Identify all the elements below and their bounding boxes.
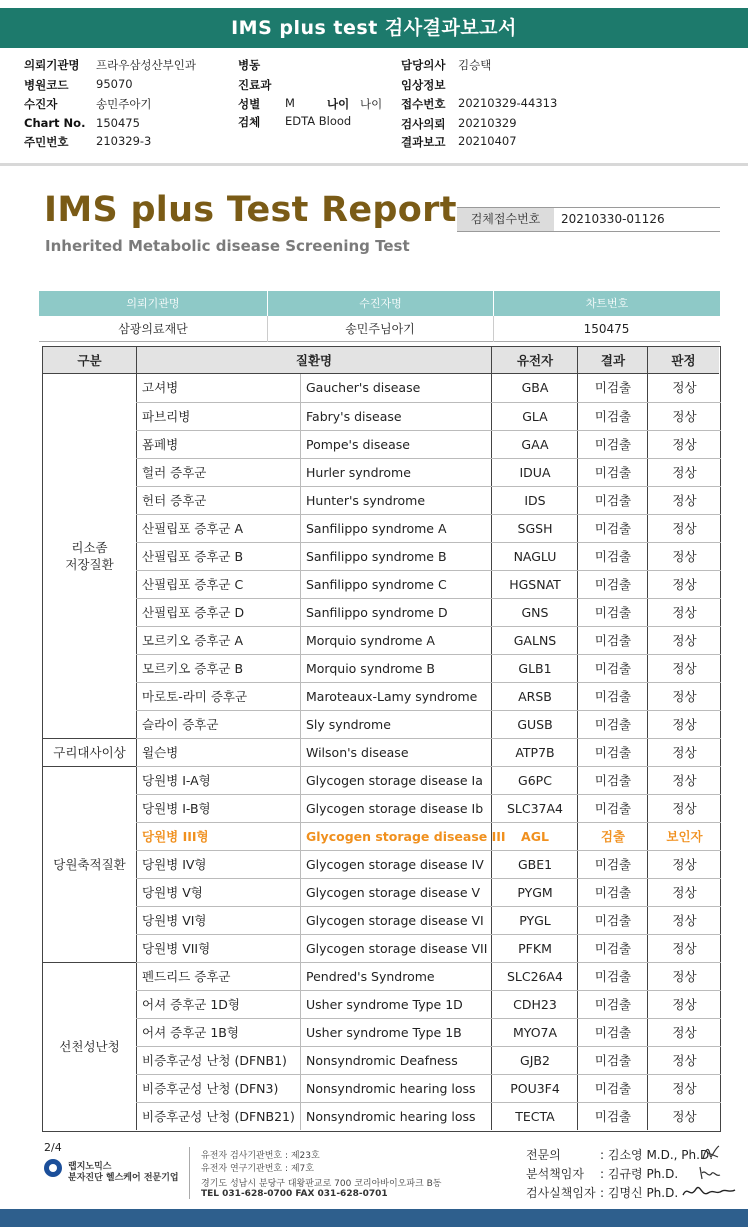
group-cell [43,374,136,738]
info-label: 결과보고 [401,135,446,149]
info-divider [0,163,748,166]
disease-name-kr: 당원병 VII형 [142,941,211,956]
table-row [136,794,721,822]
table-row [136,430,721,458]
judgement-cell: 정상 [672,885,697,900]
footer-divider [189,1147,190,1199]
judgement-cell: 정상 [672,801,697,816]
table-row [136,906,721,934]
client-header: 의뢰기관명 [39,291,267,316]
info-label: 병원코드 [24,78,69,92]
gene-cell: GBE1 [517,857,553,872]
info-value: 프라우삼성산부인과 [96,58,196,72]
disease-name-en: Morquio syndrome B [306,661,435,676]
info-label: 의뢰기관명 [24,58,80,72]
table-row [136,1018,721,1046]
disease-name-kr: 당원병 III형 [142,829,209,844]
result-cell: 미검출 [594,857,632,872]
disease-name-en: Usher syndrome Type 1B [306,1025,462,1040]
group-cell [43,962,136,1130]
gene-cell: AGL [521,829,549,844]
disease-name-kr: 폼페병 [142,437,179,452]
judgement-cell: 정상 [672,941,697,956]
company-tagline: 분자진단 헬스케어 전문기업 [68,1173,179,1183]
table-row [136,654,721,682]
gene-cell: PYGL [519,913,551,928]
table-row [136,822,721,850]
table-row [136,570,721,598]
lab-info-line: 경기도 성남시 분당구 대왕판교로 700 코리아바이오파크 B동 [201,1179,442,1189]
disease-name-en: Glycogen storage disease VII [306,941,488,956]
table-row [136,878,721,906]
disease-name-kr: 당원병 V형 [142,885,203,900]
client-divider [267,316,268,342]
table-row [136,402,721,430]
gene-cell: MYO7A [512,1025,558,1040]
result-cell: 미검출 [594,633,632,648]
report-heading: IMS plus Test Report [44,190,457,230]
disease-name-en: Morquio syndrome A [306,633,435,648]
info-label: 접수번호 [401,97,446,111]
result-cell: 미검출 [594,1109,632,1124]
receipt-number-label: 검체접수번호 [457,208,554,231]
judgement-cell: 정상 [672,437,697,452]
group-label: 선천성난청 [59,1039,120,1054]
disease-name-en: Sanfilippo syndrome B [306,549,447,564]
gene-cell: GBA [521,380,549,395]
info-label: 병동 [238,58,261,72]
table-row [136,542,721,570]
judgement-cell: 정상 [672,969,697,984]
table-row [136,374,721,402]
disease-name-en: Nonsyndromic hearing loss [306,1081,476,1096]
lab-info-line: 유전자 연구기관번호 : 제7호 [201,1164,314,1174]
info-value: 송민주아기 [96,97,152,111]
disease-name-en: Wilson's disease [306,745,409,760]
judgement-cell: 정상 [672,1081,697,1096]
judgement-cell: 보인자 [666,829,703,844]
disease-name-kr: 헐러 증후군 [142,465,207,480]
report-footer [0,1137,748,1207]
info-value: 95070 [96,77,133,91]
gene-cell: IDS [524,493,546,508]
gene-cell: PFKM [518,941,552,956]
judgement-cell: 정상 [672,493,697,508]
page-number: 2/4 [44,1141,62,1154]
gene-cell: POU3F4 [510,1081,560,1096]
result-cell: 미검출 [594,493,632,508]
disease-name-en: Glycogen storage disease Ib [306,801,484,816]
receipt-number-value: 20210330-01126 [561,212,665,226]
disease-name-en: Usher syndrome Type 1D [306,997,463,1012]
header-group: 구분 [77,353,102,368]
disease-name-kr: 파브리병 [142,409,191,424]
gene-cell: CDH23 [513,997,557,1012]
disease-name-en: Sanfilippo syndrome D [306,605,448,620]
signature-mark [680,1181,738,1201]
table-row [136,710,721,738]
disease-name-kr: 산필립포 증후군 A [142,521,244,536]
gene-cell: ATP7B [515,745,555,760]
gene-cell: GUSB [517,717,553,732]
gene-cell: GAA [521,437,549,452]
signer-role: 전문의 [526,1148,561,1162]
table-row [136,598,721,626]
disease-name-kr: 모르키오 증후군 B [142,661,244,676]
disease-name-kr: 당원병 I-B형 [142,801,211,816]
lab-info-line: TEL 031-628-0700 FAX 031-628-0701 [201,1189,388,1199]
header-gene: 유전자 [516,353,554,368]
disease-name-kr: 마로토-라미 증후군 [142,689,248,704]
info-value: 20210329 [458,116,517,130]
table-row [136,1074,721,1102]
info-label: 진료과 [238,78,272,92]
judgement-cell: 정상 [672,1053,697,1068]
info-value: 김승택 [458,58,492,72]
result-cell: 미검출 [594,941,632,956]
result-cell: 미검출 [594,465,632,480]
disease-name-kr: 어셔 증후군 1D형 [142,997,240,1012]
result-cell: 미검출 [594,577,632,592]
client-header: 차트번호 [493,291,720,316]
info-label: Chart No. [24,116,86,130]
info-value: 20210329-44313 [458,96,558,110]
disease-name-kr: 산필립포 증후군 C [142,577,244,592]
receipt-number-box [457,207,720,232]
judgement-cell: 정상 [672,605,697,620]
group-label: 리소좀 저장질환 [65,540,114,572]
disease-name-kr: 당원병 IV형 [142,857,207,872]
group-label: 구리대사이상 [53,745,126,760]
judgement-cell: 정상 [672,745,697,760]
result-cell: 미검출 [594,1025,632,1040]
judgement-cell: 정상 [672,1109,697,1124]
table-row [136,962,721,990]
disease-name-kr: 펜드리드 증후군 [142,969,231,984]
report-subheading: Inherited Metabolic disease Screening Test [45,237,410,255]
disease-name-kr: 비증후군성 난청 (DFN3) [142,1081,279,1096]
table-row [136,738,721,766]
result-cell: 미검출 [594,1081,632,1096]
table-row [136,1046,721,1074]
judgement-cell: 정상 [672,549,697,564]
group-cell [43,738,136,766]
disease-name-kr: 모르키오 증후군 A [142,633,244,648]
info-label: 주민번호 [24,135,69,149]
judgement-cell: 정상 [672,661,697,676]
disease-name-en: Glycogen storage disease IV [306,857,484,872]
table-row [136,934,721,962]
table-row [136,766,721,794]
disease-name-en: Pendred's Syndrome [306,969,435,984]
judgement-cell: 정상 [672,521,697,536]
table-row [136,626,721,654]
disease-name-en: Nonsyndromic Deafness [306,1053,458,1068]
signature-mark [696,1163,722,1183]
result-cell: 미검출 [594,380,632,395]
result-cell: 미검출 [594,689,632,704]
disease-name-en: Sanfilippo syndrome A [306,521,447,536]
gene-cell: PYGM [517,885,553,900]
judgement-cell: 정상 [672,717,697,732]
result-cell: 미검출 [594,605,632,620]
info-value: 20210407 [458,134,517,148]
disease-name-en: Maroteaux-Lamy syndrome [306,689,478,704]
result-cell: 미검출 [594,885,632,900]
disease-name-kr: 당원병 I-A형 [142,773,211,788]
gene-cell: SLC26A4 [506,969,564,984]
signer-role: 검사실책임자 [526,1186,596,1200]
result-cell: 미검출 [594,409,632,424]
patient-info [0,50,748,166]
disease-name-kr: 슬라이 증후군 [142,717,219,732]
gene-cell: GNS [521,605,549,620]
table-row [136,1102,721,1130]
result-cell: 미검출 [594,997,632,1012]
disease-name-en: Gaucher's disease [306,380,421,395]
judgement-cell: 정상 [672,380,697,395]
info-label: 성별 [238,97,261,111]
judgement-cell: 정상 [672,465,697,480]
table-row [136,990,721,1018]
table-row [136,850,721,878]
disease-name-en: Hurler syndrome [306,465,411,480]
result-cell: 미검출 [594,969,632,984]
report-title-bar: IMS plus test 검사결과보고서 [0,8,748,48]
client-divider [493,316,494,342]
client-value: 삼광의료재단 [39,316,267,342]
disease-name-kr: 헌터 증후군 [142,493,207,508]
judgement-cell: 정상 [672,773,697,788]
info-value: 210329-3 [96,134,152,148]
judgement-cell: 정상 [672,409,697,424]
info-label: 나이 [327,97,350,111]
signer-name: : 김명신 Ph.D. [600,1186,679,1200]
gene-cell: NAGLU [513,549,557,564]
result-cell: 미검출 [594,1053,632,1068]
table-row [136,682,721,710]
judgement-cell: 정상 [672,857,697,872]
info-value: M [285,96,295,110]
company-name: 랩지노믹스 [68,1162,112,1172]
signer-name: : 김규령 Ph.D. [600,1167,679,1181]
result-cell: 미검출 [594,661,632,676]
info-label: 임상정보 [401,78,446,92]
judgement-cell: 정상 [672,689,697,704]
gene-cell: GLA [522,409,548,424]
gene-cell: G6PC [518,773,552,788]
info-value: EDTA Blood [285,114,352,128]
result-table [42,346,721,1132]
group-label: 당원축적질환 [53,857,126,872]
result-cell: 미검출 [594,745,632,760]
judgement-cell: 정상 [672,577,697,592]
disease-name-en: Fabry's disease [306,409,402,424]
table-header [43,347,719,374]
gene-cell: GJB2 [520,1053,550,1068]
table-row [136,486,721,514]
disease-name-en: Glycogen storage disease V [306,885,481,900]
lab-info-line: 유전자 검사기관번호 : 제23호 [201,1151,320,1161]
client-table [39,291,720,343]
info-label: 담당의사 [401,58,446,72]
result-cell: 미검출 [594,717,632,732]
client-value: 150475 [493,316,720,342]
disease-name-kr: 윌슨병 [142,745,179,760]
info-label: 검체 [238,115,261,129]
info-value: 150475 [96,116,140,130]
disease-name-kr: 당원병 VI형 [142,913,207,928]
info-value: 나이 [360,97,383,111]
gene-cell: IDUA [519,465,551,480]
table-row [136,514,721,542]
judgement-cell: 정상 [672,633,697,648]
result-cell: 미검출 [594,521,632,536]
disease-name-kr: 산필립포 증후군 D [142,605,245,620]
disease-name-en: Sly syndrome [306,717,391,732]
disease-name-kr: 고셔병 [142,380,179,395]
disease-name-en: Sanfilippo syndrome C [306,577,447,592]
gene-cell: HGSNAT [509,577,561,592]
judgement-cell: 정상 [672,997,697,1012]
disease-name-en: Glycogen storage disease VI [306,913,484,928]
client-value: 송민주님아기 [267,316,493,342]
disease-name-kr: 비증후군성 난청 (DFNB21) [142,1109,295,1124]
info-label: 검사의뢰 [401,117,446,131]
gene-cell: SLC37A4 [506,801,564,816]
group-cell [43,766,136,962]
table-row [136,458,721,486]
result-cell: 검출 [600,829,626,844]
header-result: 결과 [600,353,626,368]
judgement-cell: 정상 [672,1025,697,1040]
result-cell: 미검출 [594,801,632,816]
client-header: 수진자명 [267,291,493,316]
gene-cell: GLB1 [518,661,552,676]
company-logo-icon [44,1159,62,1177]
signer-name: : 김소영 M.D., Ph.D. [600,1148,714,1162]
disease-name-kr: 어셔 증후군 1B형 [142,1025,239,1040]
gene-cell: ARSB [518,689,552,704]
gene-cell: GALNS [513,633,557,648]
disease-name-en: Glycogen storage disease Ia [306,773,483,788]
header-judgement: 판정 [671,353,696,368]
disease-name-en: Nonsyndromic hearing loss [306,1109,476,1124]
gene-cell: SGSH [517,521,553,536]
info-label: 수진자 [24,97,58,111]
header-disease: 질환명 [295,353,333,368]
disease-name-kr: 비증후군성 난청 (DFNB1) [142,1053,287,1068]
signature-mark [700,1143,722,1163]
result-cell: 미검출 [594,773,632,788]
signer-role: 분석책임자 [526,1167,584,1181]
bottom-bar [0,1209,748,1227]
judgement-cell: 정상 [672,913,697,928]
disease-name-kr: 산필립포 증후군 B [142,549,244,564]
gene-cell: TECTA [515,1109,555,1124]
disease-name-en: Pompe's disease [306,437,410,452]
result-cell: 미검출 [594,437,632,452]
disease-name-en: Glycogen storage disease III [306,829,506,844]
result-cell: 미검출 [594,913,632,928]
disease-name-en: Hunter's syndrome [306,493,426,508]
result-cell: 미검출 [594,549,632,564]
